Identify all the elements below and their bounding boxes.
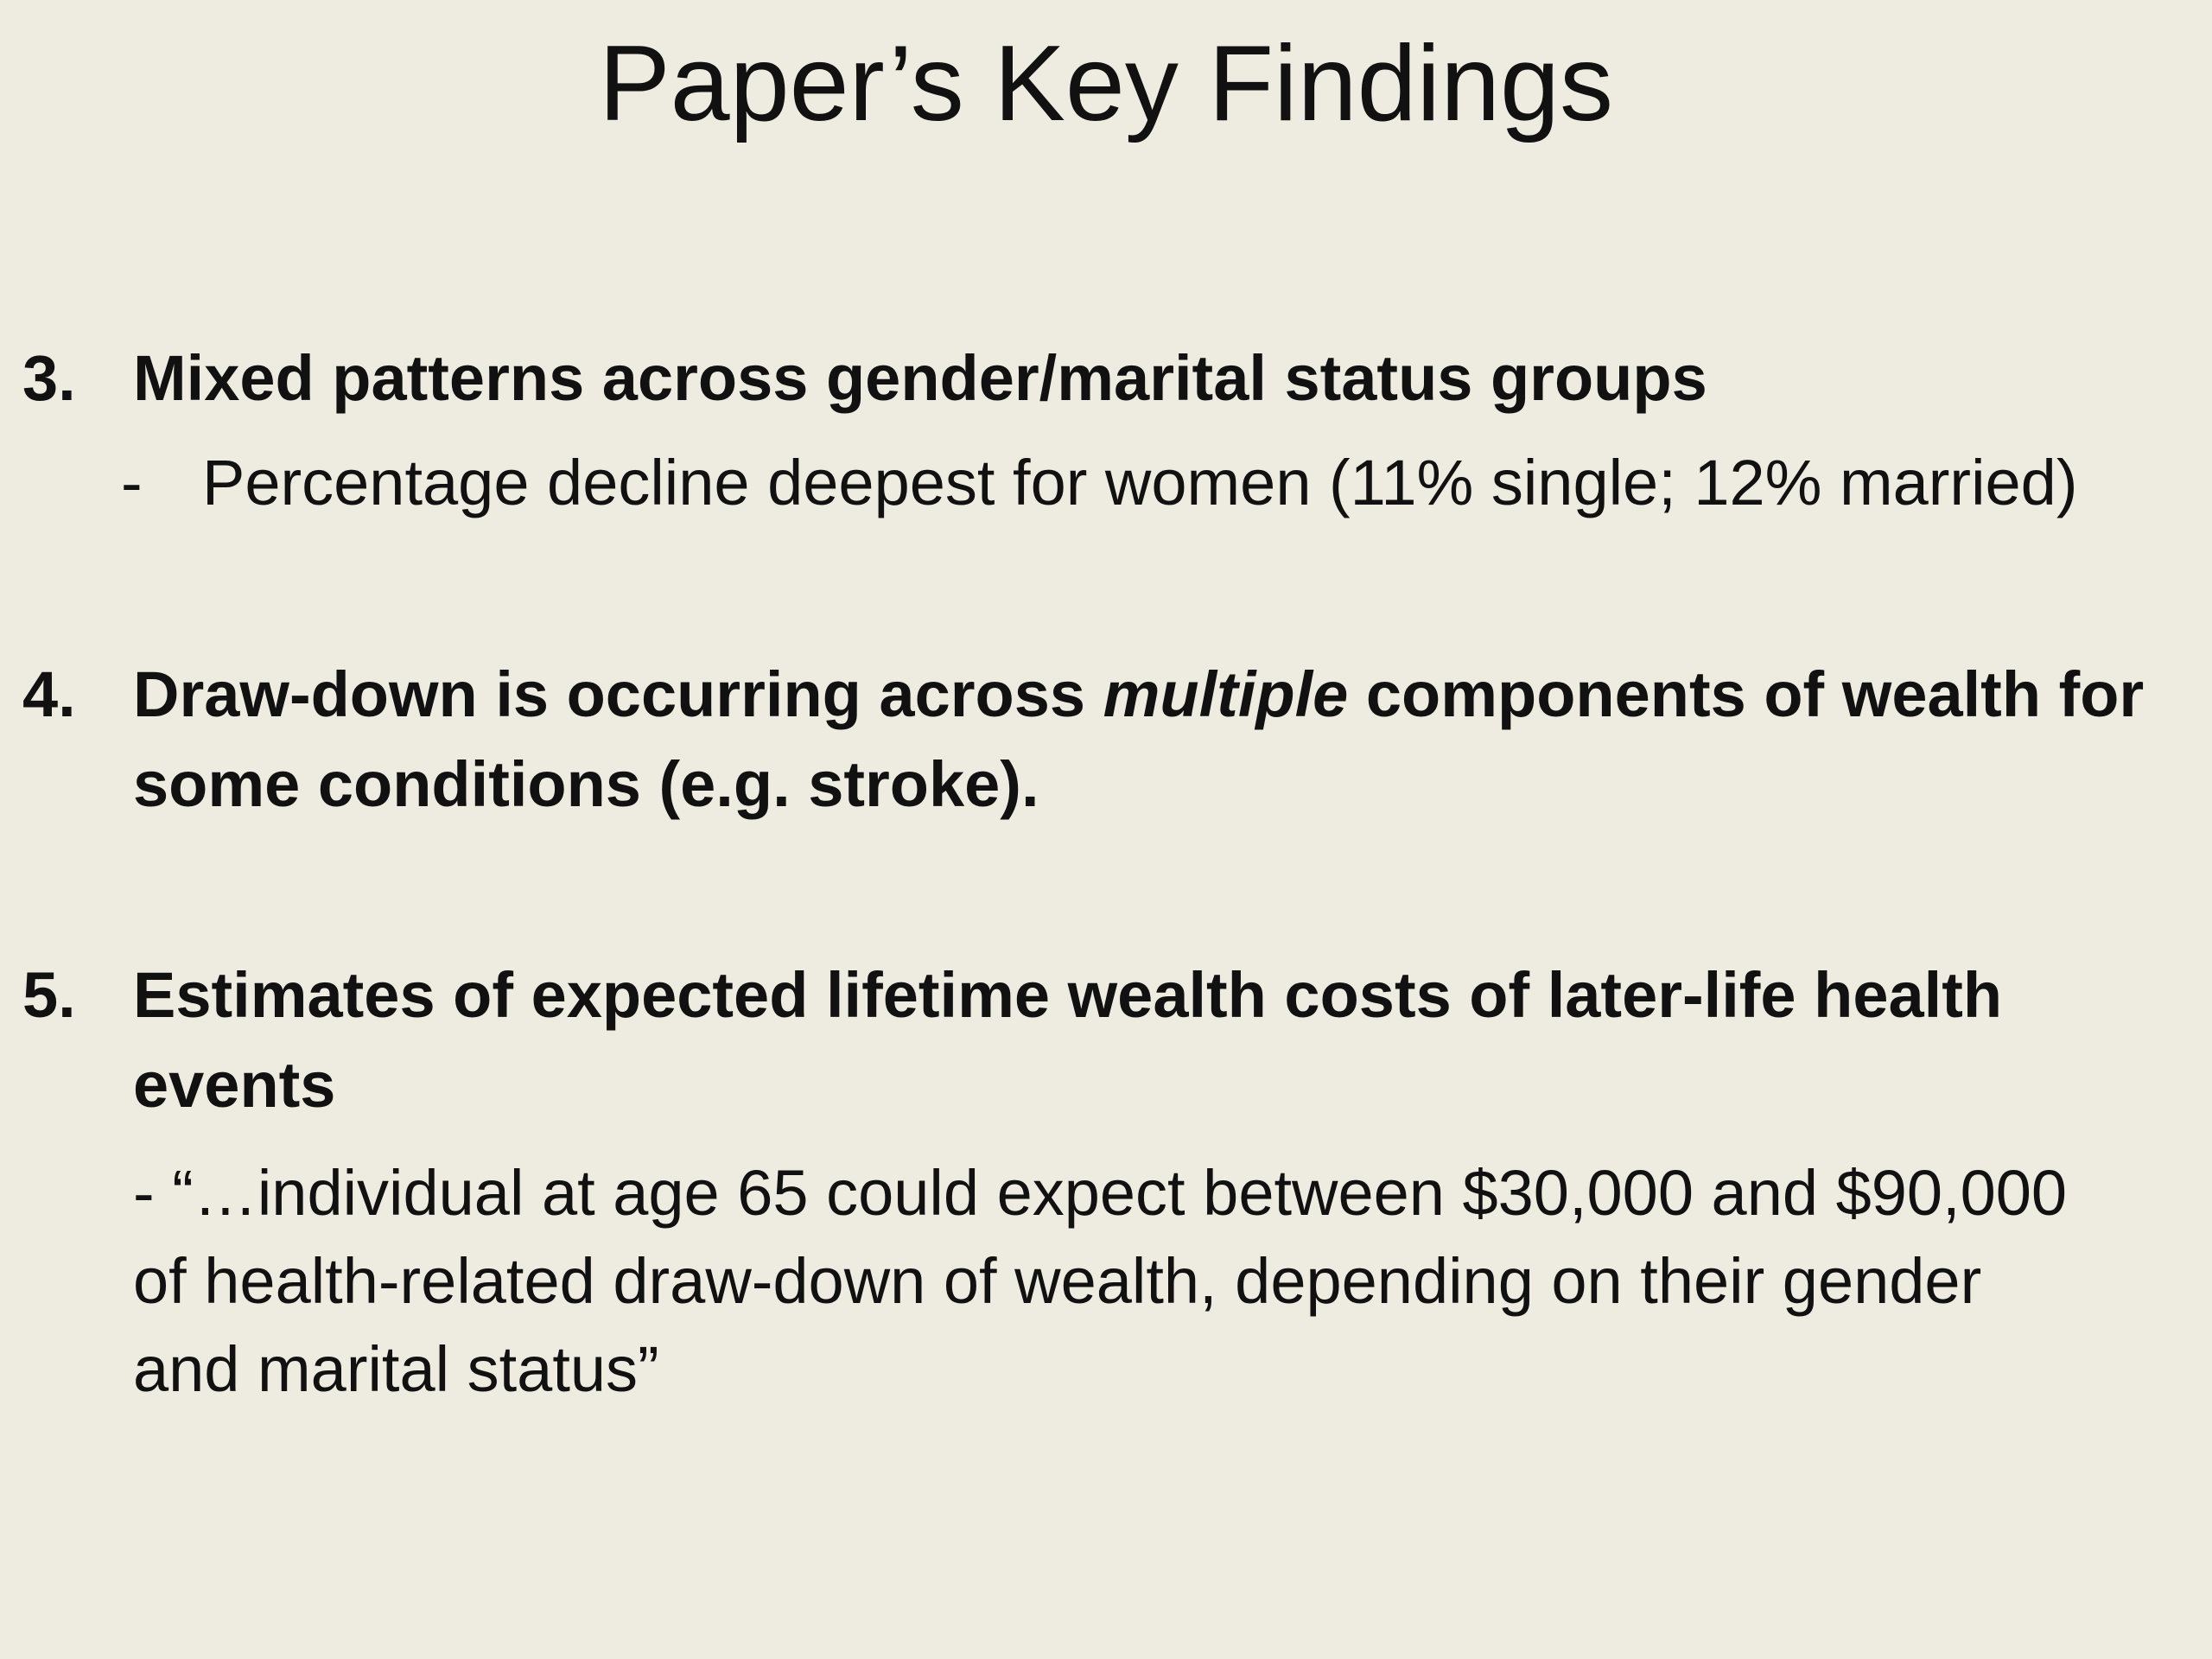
finding-heading-line-2: some conditions (e.g. stroke). [133,748,1039,820]
finding-number: 5. [22,959,76,1031]
finding-subpoint: Percentage decline deepest for women (11% single; 12% married) [202,447,2078,518]
finding-number: 3. [22,342,76,414]
finding-heading [133,650,2190,830]
finding-heading-line-1: Estimates of expected lifetime wealth costs of later-life health [133,959,2003,1031]
finding-heading-text: Mixed patterns across gender/marital status groups [133,342,1707,414]
quote-line: - “…individual at age 65 could expect between $30,000 and $90,000 [133,1157,2068,1229]
finding-quote [133,1149,2067,1414]
slide-title: Paper’s Key Findings [598,24,1614,143]
quote-line: of health-related draw-down of wealth, depending on their gender [133,1245,1982,1317]
quote-line: and marital status” [133,1333,659,1405]
heading-text-pre: Draw-down is occurring across [133,658,1103,730]
heading-emphasis: multiple [1103,658,1349,730]
finding-heading-line-1 [133,650,2190,740]
finding-heading [133,334,2190,423]
heading-text-post: components of wealth for [1348,658,2145,730]
finding-heading [133,950,2190,1130]
finding-number: 4. [22,658,76,730]
sub-bullet-dash: - [121,447,143,518]
finding-heading-line-2: events [133,1049,336,1121]
